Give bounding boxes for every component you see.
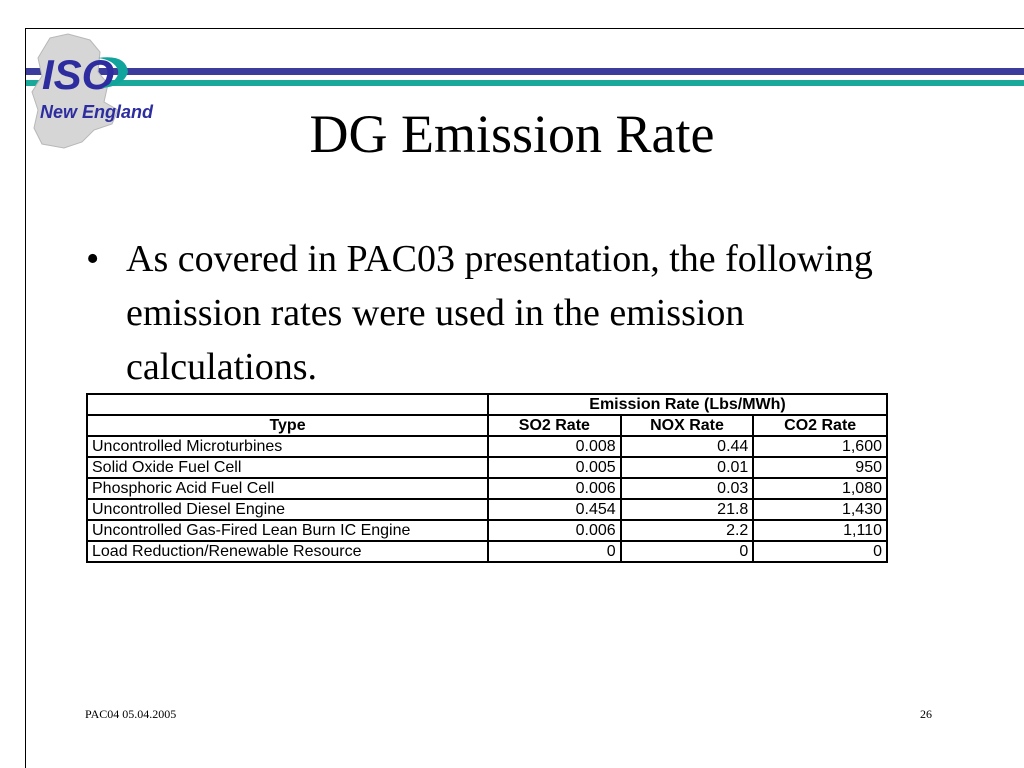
- type-cell: Solid Oxide Fuel Cell: [87, 457, 488, 478]
- table-row: [87, 436, 887, 457]
- co2-cell: 1,080: [753, 478, 887, 499]
- nox-cell: 2.2: [621, 520, 754, 541]
- column-header-type: Type: [87, 415, 488, 436]
- emission-rate-table: [86, 393, 888, 563]
- header-stripe-blue: [26, 68, 1024, 75]
- column-header-co2: CO2 Rate: [753, 415, 887, 436]
- type-cell: Load Reduction/Renewable Resource: [87, 541, 488, 562]
- table-empty-corner: [87, 394, 488, 415]
- so2-cell: 0.454: [488, 499, 621, 520]
- logo-new-england-text: New England: [40, 102, 154, 122]
- bullet-text: As covered in PAC03 presentation, the following emission rates were used in the emission calculations.: [126, 238, 873, 388]
- table-row: [87, 541, 887, 562]
- header-stripe-teal: [26, 80, 1024, 86]
- logo-iso-text: ISO: [42, 51, 115, 98]
- column-header-nox: NOX Rate: [621, 415, 754, 436]
- table-row: [87, 478, 887, 499]
- nox-cell: 0.03: [621, 478, 754, 499]
- so2-cell: 0.008: [488, 436, 621, 457]
- type-cell: Phosphoric Acid Fuel Cell: [87, 478, 488, 499]
- co2-cell: 1,430: [753, 499, 887, 520]
- type-cell: Uncontrolled Microturbines: [87, 436, 488, 457]
- table-row: [87, 457, 887, 478]
- co2-cell: 1,110: [753, 520, 887, 541]
- page-number: 26: [920, 707, 932, 721]
- table-row: [87, 499, 887, 520]
- bullet-marker: •: [86, 238, 100, 280]
- bullet-point: [86, 232, 906, 394]
- footer-date: PAC04 05.04.2005: [85, 707, 177, 721]
- type-cell: Uncontrolled Gas-Fired Lean Burn IC Engine: [87, 520, 488, 541]
- so2-cell: 0: [488, 541, 621, 562]
- nox-cell: 21.8: [621, 499, 754, 520]
- nox-cell: 0.01: [621, 457, 754, 478]
- type-cell: Uncontrolled Diesel Engine: [87, 499, 488, 520]
- so2-cell: 0.006: [488, 478, 621, 499]
- nox-cell: 0.44: [621, 436, 754, 457]
- table-row: [87, 520, 887, 541]
- table-group-header: Emission Rate (Lbs/MWh): [488, 394, 887, 415]
- co2-cell: 950: [753, 457, 887, 478]
- co2-cell: 0: [753, 541, 887, 562]
- so2-cell: 0.006: [488, 520, 621, 541]
- column-header-so2: SO2 Rate: [488, 415, 621, 436]
- so2-cell: 0.005: [488, 457, 621, 478]
- co2-cell: 1,600: [753, 436, 887, 457]
- nox-cell: 0: [621, 541, 754, 562]
- slide-title: DG Emission Rate: [309, 104, 715, 164]
